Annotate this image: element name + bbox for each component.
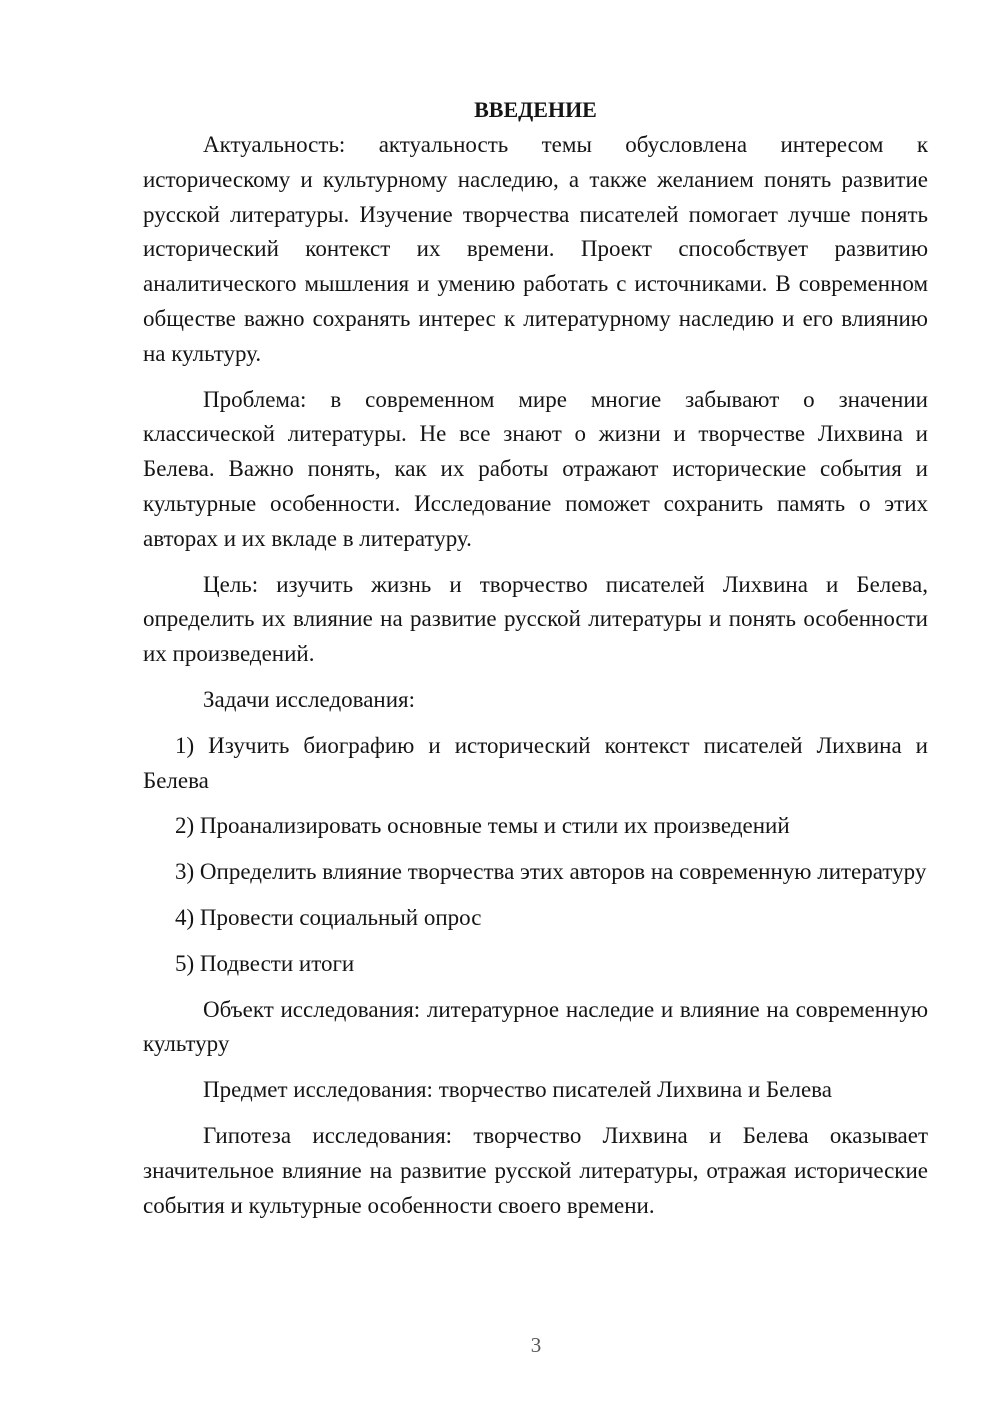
list-item-task-5: 5) Подвести итоги	[175, 950, 355, 976]
list-item-task-3: 3) Определить влияние творчества этих авторов на современную литературу	[175, 859, 927, 885]
tasks-heading: Задачи исследования:	[203, 686, 416, 712]
paragraph-problem: Проблема: в современном мире многие забывают о значении классической литературы. Не все знают о жизни и творчестве Лихвина и Белева. Важно понять, как их работы отражают исторические события и культурные особенности. Исследование поможет сохранить память о этих авторах и их вкладе в литературу.	[143, 386, 928, 551]
paragraph-relevance: Актуальность: актуальность темы обусловлена интересом к историческому и культурному наследию, а также желанием понять развитие русской литературы. Изучение творчества писателей помогает лучше понять исторический контекст их времени. Проект способствует развитию аналитического мышления и умению работать с источниками. В современном обществе важно сохранять интерес к литературному наследию и его влиянию на культуру.	[143, 132, 928, 366]
paragraph-goal: Цель: изучить жизнь и творчество писателей Лихвина и Белева, определить их влияние на развитие русской литературы и понять особенности их произведений.	[143, 571, 928, 667]
paragraph-subject: Предмет исследования: творчество писателей Лихвина и Белева	[203, 1077, 832, 1103]
document-page	[143, 92, 928, 1223]
page-title: ВВЕДЕНИЕ	[474, 97, 597, 122]
paragraph-hypothesis: Гипотеза исследования: творчество Лихвина и Белева оказывает значительное влияние на развитие русской литературы, отражая исторические события и культурные особенности своего времени.	[143, 1122, 928, 1218]
list-item-task-2: 2) Проанализировать основные темы и стили их произведений	[175, 813, 790, 839]
paragraph-object: Объект исследования: литературное наследие и влияние на современную культуру	[143, 996, 928, 1057]
list-item-task-1: 1) Изучить биографию и исторический контекст писателей Лихвина и Белева	[143, 732, 928, 793]
page-number: 3	[530, 1333, 542, 1357]
list-item-task-4: 4) Провести социальный опрос	[175, 904, 482, 930]
